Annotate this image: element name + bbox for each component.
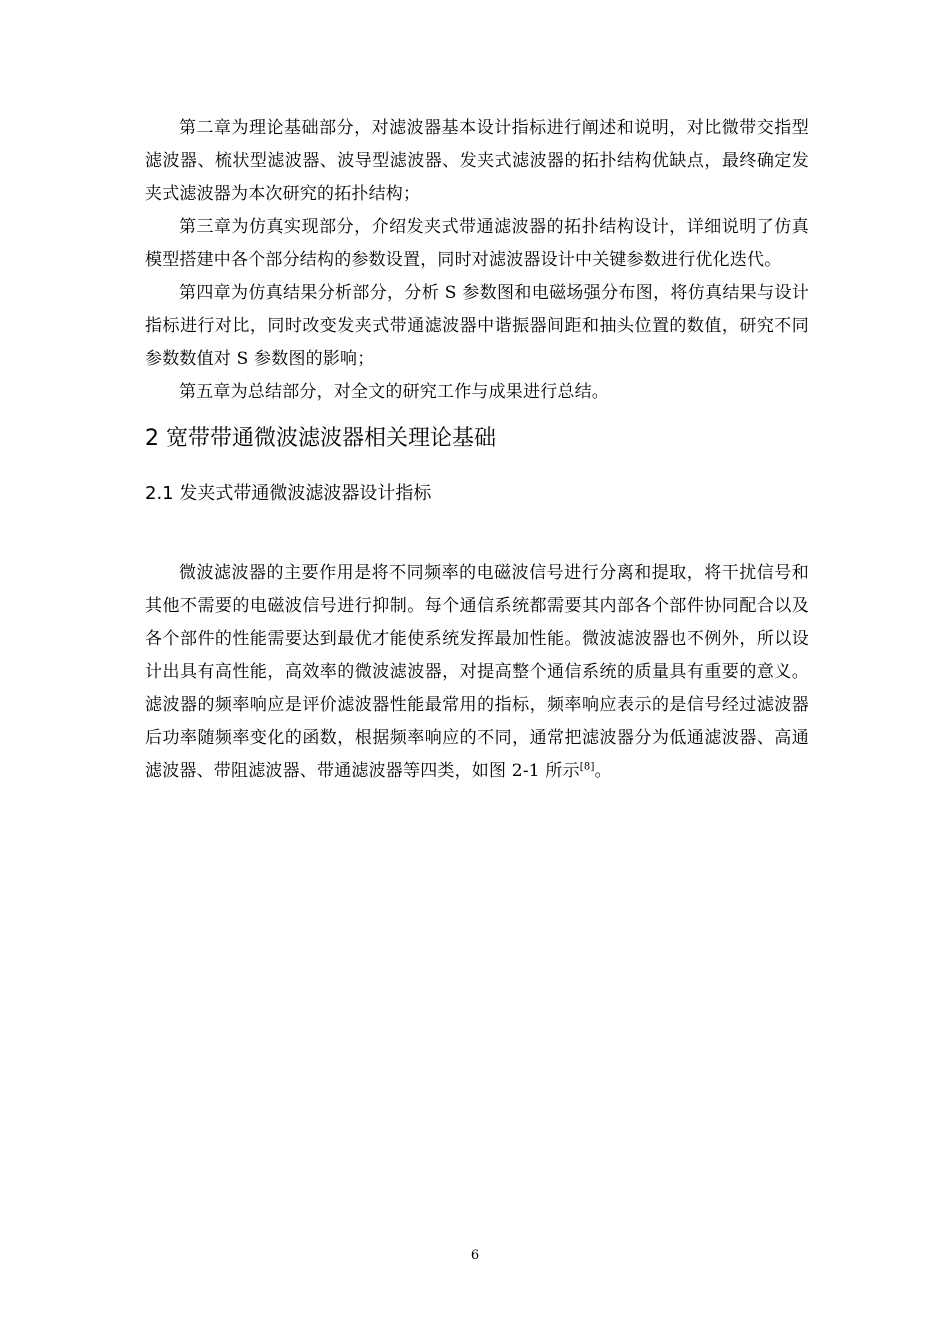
paragraph-end-punctuation: 。: [594, 761, 612, 781]
paragraph-chapter-3-summary: 第三章为仿真实现部分，介绍发夹式带通滤波器的拓扑结构设计，详细说明了仿真模型搭建中各个部分结构的参数设置，同时对滤波器设计中关键参数进行优化迭代。: [145, 217, 809, 270]
subsection-heading-2-1: 2.1 发夹式带通微波滤波器设计指标: [145, 483, 432, 504]
paragraph-text: 微波滤波器的主要作用是将不同频率的电磁波信号进行分离和提取，将干扰信号和其他不需要的电磁波信号进行抑制。每个通信系统都需要其内部各个部件协同配合以及各个部件的性能需要达到最优才能使系统发挥最加性能。微波滤波器也不例外，所以设计出具有高性能，高效率的微波滤波器，对提高整个通信系统的质量具有重要的意义。滤波器的频率响应是评价滤波器性能最常用的指标，频率响应表示的是信号经过滤波器后功率随频率变化的函数，根据频率响应的不同，通常把滤波器分为低通滤波器、高通滤波器、带阻滤波器、带通滤波器等四类，如图 2-1 所示: [145, 563, 809, 781]
paragraph-chapter-4-summary: 第四章为仿真结果分析部分，分析 S 参数图和电磁场强分布图，将仿真结果与设计指标进行对比，同时改变发夹式带通滤波器中谐振器间距和抽头位置的数值，研究不同参数数值对 S 参数图的影响；: [145, 283, 809, 369]
page-content: [145, 112, 809, 788]
citation-reference[interactable]: [8]: [579, 761, 595, 773]
paragraph-chapter-5-summary: 第五章为总结部分，对全文的研究工作与成果进行总结。: [179, 382, 609, 402]
page-number: 6: [470, 1248, 480, 1263]
paragraph-chapter-2-summary: 第二章为理论基础部分，对滤波器基本设计指标进行阐述和说明，对比微带交指型滤波器、梳状型滤波器、波导型滤波器、发夹式滤波器的拓扑结构优缺点，最终确定发夹式滤波器为本次研究的拓扑结构；: [145, 118, 809, 204]
section-heading-2: 2 宽带带通微波滤波器相关理论基础: [145, 426, 496, 451]
paragraph-microwave-filter-intro: [145, 557, 809, 788]
